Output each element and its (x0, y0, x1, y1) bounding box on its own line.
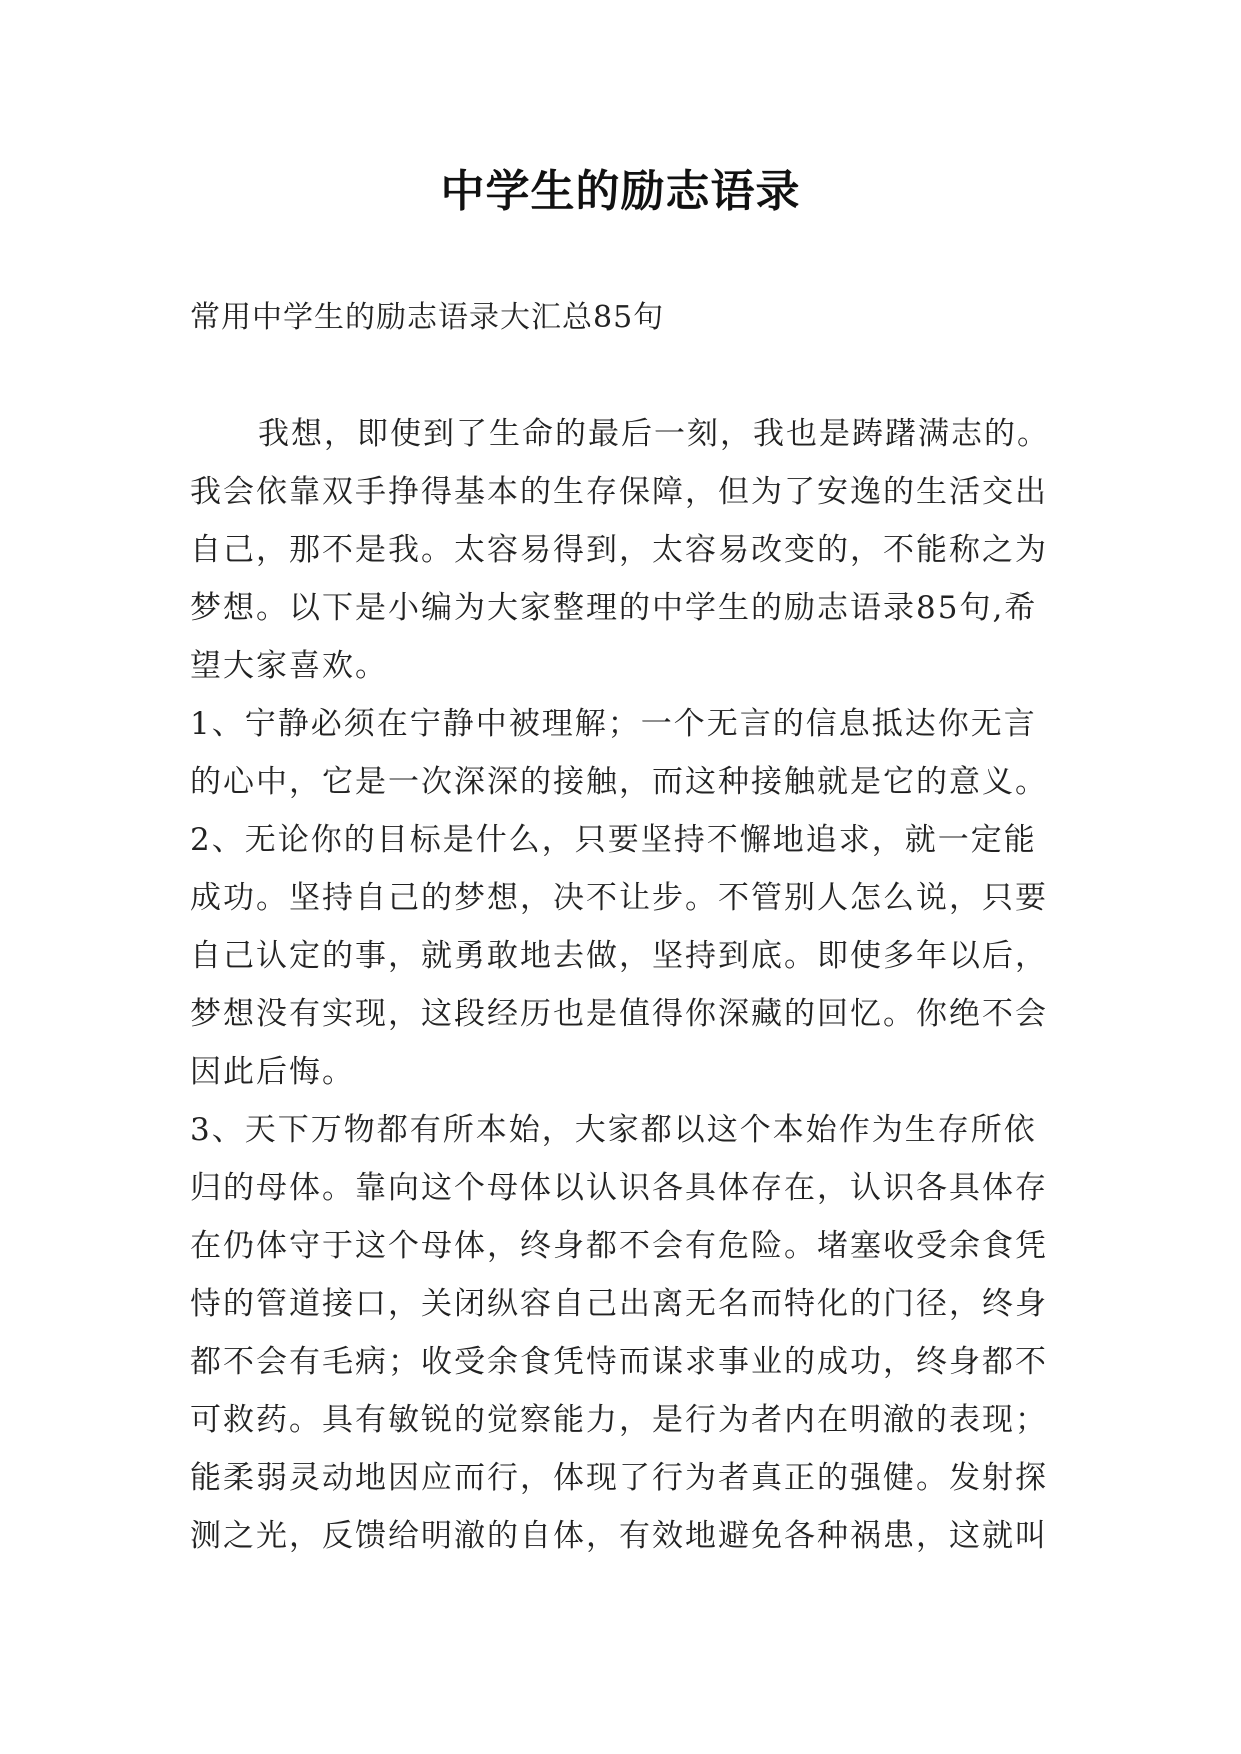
body-line: 梦想没有实现，这段经历也是值得你深藏的回忆。你绝不会 (190, 996, 1048, 1032)
body-line: 恃的管道接口，关闭纵容自己出离无名而特化的门径，终身 (190, 1286, 1048, 1322)
body-line: 梦想。以下是小编为大家整理的中学生的励志语录85句,希 (190, 590, 1038, 626)
body-line: 我会依靠双手挣得基本的生存保障，但为了安逸的生活交出 (190, 474, 1048, 510)
body-line: 测之光，反馈给明澈的自体，有效地避免各种祸患，这就叫 (190, 1518, 1048, 1554)
document-title: 中学生的励志语录 (440, 166, 801, 217)
body-line: 的心中，它是一次深深的接触，而这种接触就是它的意义。 (190, 764, 1048, 800)
document-body (190, 405, 1090, 1565)
body-line: 自己，那不是我。太容易得到，太容易改变的，不能称之为 (190, 532, 1048, 568)
body-line: 1、宁静必须在宁静中被理解；一个无言的信息抵达你无言 (190, 706, 1037, 742)
body-line: 归的母体。靠向这个母体以认识各具体存在，认识各具体存 (190, 1170, 1048, 1206)
body-line: 我想，即使到了生命的最后一刻，我也是踌躇满志的。 (258, 416, 1050, 452)
body-line: 在仍体守于这个母体，终身都不会有危险。堵塞收受余食凭 (190, 1228, 1048, 1264)
body-line: 都不会有毛病；收受余食凭恃而谋求事业的成功，终身都不 (190, 1344, 1048, 1380)
body-line: 望大家喜欢。 (190, 648, 388, 684)
body-line: 2、无论你的目标是什么，只要坚持不懈地追求，就一定能 (190, 822, 1037, 858)
body-line: 3、天下万物都有所本始，大家都以这个本始作为生存所依 (190, 1112, 1037, 1148)
body-line: 可救药。具有敏锐的觉察能力，是行为者内在明澈的表现； (190, 1402, 1048, 1438)
body-line: 自己认定的事，就勇敢地去做，坚持到底。即使多年以后， (190, 938, 1048, 974)
document-subtitle: 常用中学生的励志语录大汇总85句 (190, 300, 665, 335)
body-line: 能柔弱灵动地因应而行，体现了行为者真正的强健。发射探 (190, 1460, 1048, 1496)
body-line: 成功。坚持自己的梦想，决不让步。不管别人怎么说，只要 (190, 880, 1048, 916)
body-line: 因此后悔。 (190, 1054, 355, 1090)
